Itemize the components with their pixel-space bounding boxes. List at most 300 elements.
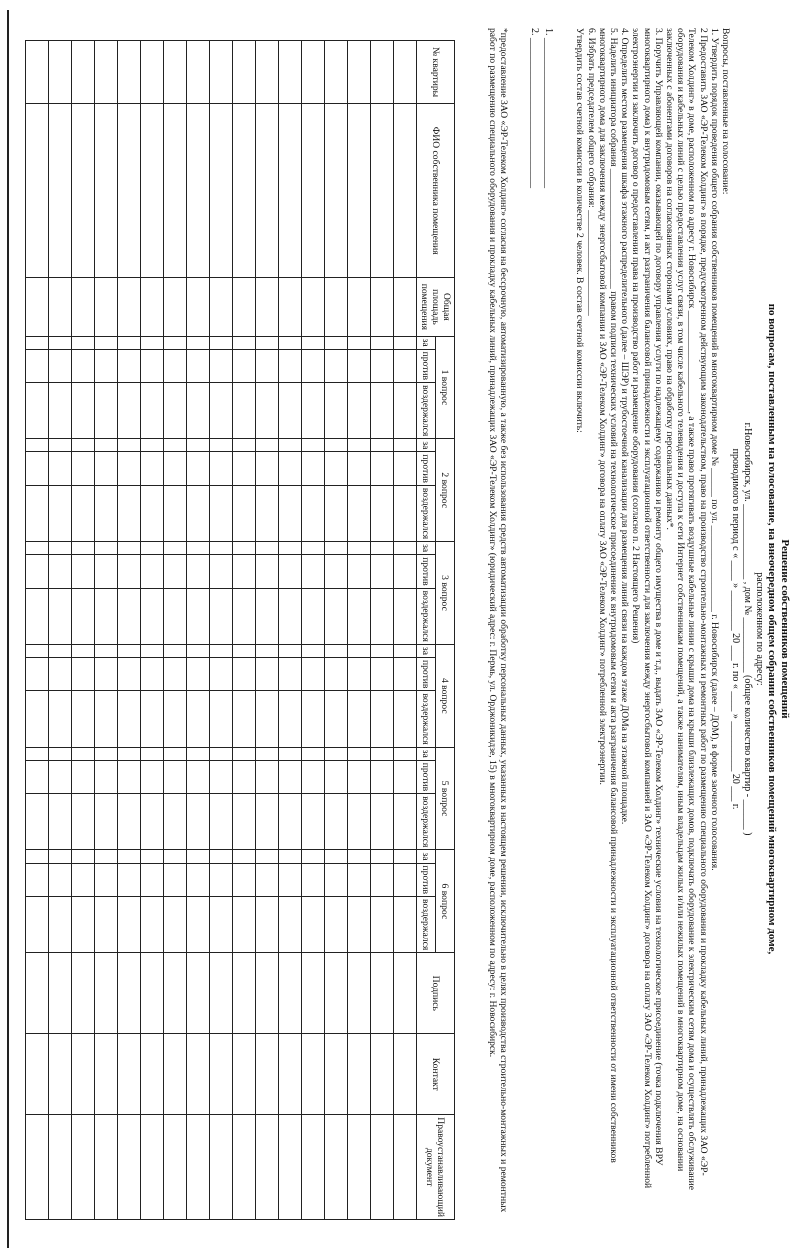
table-cell[interactable]	[187, 383, 210, 439]
table-cell[interactable]	[141, 760, 164, 793]
table-cell[interactable]	[325, 104, 348, 278]
table-cell[interactable]	[95, 747, 118, 760]
table-cell[interactable]	[72, 897, 95, 953]
table-cell[interactable]	[95, 760, 118, 793]
table-cell[interactable]	[279, 644, 302, 657]
table-cell[interactable]	[348, 588, 371, 644]
table-cell[interactable]	[187, 644, 210, 657]
table-cell[interactable]	[371, 278, 394, 336]
table-cell[interactable]	[49, 794, 72, 850]
table-cell[interactable]	[394, 349, 417, 382]
table-cell[interactable]	[233, 691, 256, 747]
table-cell[interactable]	[72, 588, 95, 644]
table-cell[interactable]	[187, 657, 210, 690]
table-cell[interactable]	[279, 104, 302, 278]
table-cell[interactable]	[210, 897, 233, 953]
table-cell[interactable]	[256, 278, 279, 336]
table-cell[interactable]	[348, 794, 371, 850]
table-cell[interactable]	[164, 542, 187, 555]
table-cell[interactable]	[95, 104, 118, 278]
table-cell[interactable]	[210, 555, 233, 588]
table-cell[interactable]	[49, 485, 72, 541]
table-cell[interactable]	[118, 850, 141, 863]
table-cell[interactable]	[325, 691, 348, 747]
table-cell[interactable]	[325, 747, 348, 760]
table-cell[interactable]	[233, 104, 256, 278]
table-cell[interactable]	[394, 555, 417, 588]
table-cell[interactable]	[348, 747, 371, 760]
table-cell[interactable]	[210, 1034, 233, 1115]
table-cell[interactable]	[302, 747, 325, 760]
table-cell[interactable]	[141, 555, 164, 588]
table-cell[interactable]	[210, 104, 233, 278]
table-cell[interactable]	[187, 104, 210, 278]
table-cell[interactable]	[325, 278, 348, 336]
table-cell[interactable]	[187, 542, 210, 555]
table-cell[interactable]	[26, 588, 49, 644]
table-cell[interactable]	[279, 850, 302, 863]
table-cell[interactable]	[141, 1115, 164, 1220]
table-cell[interactable]	[256, 41, 279, 104]
table-cell[interactable]	[118, 863, 141, 896]
table-cell[interactable]	[371, 383, 394, 439]
table-cell[interactable]	[233, 794, 256, 850]
table-cell[interactable]	[141, 542, 164, 555]
table-cell[interactable]	[371, 747, 394, 760]
table-cell[interactable]	[210, 278, 233, 336]
table-cell[interactable]	[233, 41, 256, 104]
table-cell[interactable]	[371, 863, 394, 896]
table-cell[interactable]	[325, 794, 348, 850]
table-cell[interactable]	[141, 644, 164, 657]
table-cell[interactable]	[371, 452, 394, 485]
table-cell[interactable]	[164, 747, 187, 760]
table-cell[interactable]	[164, 863, 187, 896]
table-cell[interactable]	[233, 850, 256, 863]
table-cell[interactable]	[49, 747, 72, 760]
table-cell[interactable]	[141, 349, 164, 382]
table-cell[interactable]	[256, 863, 279, 896]
table-cell[interactable]	[95, 439, 118, 452]
table-cell[interactable]	[302, 644, 325, 657]
table-cell[interactable]	[72, 485, 95, 541]
table-cell[interactable]	[279, 439, 302, 452]
table-cell[interactable]	[72, 439, 95, 452]
table-cell[interactable]	[210, 336, 233, 349]
table-cell[interactable]	[325, 850, 348, 863]
table-cell[interactable]	[302, 1034, 325, 1115]
table-cell[interactable]	[141, 953, 164, 1034]
table-cell[interactable]	[348, 485, 371, 541]
table-cell[interactable]	[210, 794, 233, 850]
table-cell[interactable]	[95, 349, 118, 382]
table-cell[interactable]	[187, 747, 210, 760]
table-cell[interactable]	[394, 644, 417, 657]
table-cell[interactable]	[325, 349, 348, 382]
table-cell[interactable]	[141, 588, 164, 644]
table-cell[interactable]	[210, 349, 233, 382]
table-cell[interactable]	[164, 1034, 187, 1115]
table-cell[interactable]	[49, 897, 72, 953]
table-cell[interactable]	[371, 794, 394, 850]
table-cell[interactable]	[118, 104, 141, 278]
table-cell[interactable]	[164, 644, 187, 657]
table-cell[interactable]	[325, 760, 348, 793]
table-cell[interactable]	[164, 439, 187, 452]
table-cell[interactable]	[118, 1034, 141, 1115]
table-cell[interactable]	[279, 542, 302, 555]
table-cell[interactable]	[394, 278, 417, 336]
table-cell[interactable]	[348, 41, 371, 104]
table-cell[interactable]	[256, 383, 279, 439]
table-cell[interactable]	[26, 485, 49, 541]
table-cell[interactable]	[256, 1115, 279, 1220]
table-cell[interactable]	[141, 452, 164, 485]
table-cell[interactable]	[26, 644, 49, 657]
table-cell[interactable]	[118, 657, 141, 690]
table-cell[interactable]	[348, 349, 371, 382]
table-cell[interactable]	[233, 349, 256, 382]
table-cell[interactable]	[348, 850, 371, 863]
table-cell[interactable]	[325, 383, 348, 439]
table-cell[interactable]	[210, 439, 233, 452]
table-cell[interactable]	[72, 794, 95, 850]
table-cell[interactable]	[187, 953, 210, 1034]
table-cell[interactable]	[394, 691, 417, 747]
table-cell[interactable]	[26, 760, 49, 793]
table-cell[interactable]	[49, 953, 72, 1034]
table-cell[interactable]	[49, 555, 72, 588]
table-cell[interactable]	[302, 863, 325, 896]
table-cell[interactable]	[302, 542, 325, 555]
table-cell[interactable]	[141, 747, 164, 760]
table-cell[interactable]	[141, 41, 164, 104]
table-cell[interactable]	[95, 644, 118, 657]
table-cell[interactable]	[256, 794, 279, 850]
table-cell[interactable]	[394, 336, 417, 349]
table-cell[interactable]	[279, 349, 302, 382]
table-cell[interactable]	[348, 336, 371, 349]
table-cell[interactable]	[394, 41, 417, 104]
table-cell[interactable]	[95, 588, 118, 644]
table-cell[interactable]	[164, 794, 187, 850]
table-cell[interactable]	[256, 485, 279, 541]
table-cell[interactable]	[26, 863, 49, 896]
table-cell[interactable]	[72, 542, 95, 555]
table-cell[interactable]	[49, 850, 72, 863]
table-cell[interactable]	[187, 336, 210, 349]
table-cell[interactable]	[348, 657, 371, 690]
table-cell[interactable]	[141, 850, 164, 863]
table-cell[interactable]	[302, 760, 325, 793]
table-cell[interactable]	[95, 794, 118, 850]
table-cell[interactable]	[302, 555, 325, 588]
table-cell[interactable]	[164, 104, 187, 278]
table-cell[interactable]	[279, 897, 302, 953]
table-cell[interactable]	[233, 485, 256, 541]
table-cell[interactable]	[118, 760, 141, 793]
table-cell[interactable]	[256, 555, 279, 588]
table-cell[interactable]	[49, 657, 72, 690]
table-cell[interactable]	[187, 794, 210, 850]
table-cell[interactable]	[233, 747, 256, 760]
table-cell[interactable]	[371, 691, 394, 747]
table-cell[interactable]	[164, 383, 187, 439]
table-cell[interactable]	[210, 850, 233, 863]
table-cell[interactable]	[394, 760, 417, 793]
table-cell[interactable]	[26, 555, 49, 588]
table-cell[interactable]	[233, 588, 256, 644]
table-cell[interactable]	[118, 747, 141, 760]
table-cell[interactable]	[187, 555, 210, 588]
table-cell[interactable]	[394, 897, 417, 953]
table-cell[interactable]	[348, 383, 371, 439]
table-cell[interactable]	[279, 41, 302, 104]
table-cell[interactable]	[348, 1034, 371, 1115]
table-cell[interactable]	[72, 657, 95, 690]
table-cell[interactable]	[394, 747, 417, 760]
table-cell[interactable]	[141, 439, 164, 452]
table-cell[interactable]	[233, 1115, 256, 1220]
table-cell[interactable]	[49, 278, 72, 336]
table-cell[interactable]	[325, 953, 348, 1034]
table-cell[interactable]	[256, 953, 279, 1034]
table-cell[interactable]	[302, 1115, 325, 1220]
table-cell[interactable]	[394, 542, 417, 555]
table-cell[interactable]	[26, 336, 49, 349]
table-cell[interactable]	[95, 657, 118, 690]
table-cell[interactable]	[233, 278, 256, 336]
table-cell[interactable]	[325, 485, 348, 541]
table-cell[interactable]	[141, 278, 164, 336]
table-cell[interactable]	[49, 349, 72, 382]
table-cell[interactable]	[279, 336, 302, 349]
table-cell[interactable]	[256, 747, 279, 760]
table-cell[interactable]	[141, 897, 164, 953]
table-cell[interactable]	[141, 691, 164, 747]
table-cell[interactable]	[348, 542, 371, 555]
table-cell[interactable]	[325, 542, 348, 555]
table-cell[interactable]	[302, 104, 325, 278]
table-cell[interactable]	[72, 850, 95, 863]
table-cell[interactable]	[394, 794, 417, 850]
table-cell[interactable]	[141, 485, 164, 541]
table-cell[interactable]	[141, 336, 164, 349]
table-cell[interactable]	[72, 691, 95, 747]
table-cell[interactable]	[49, 863, 72, 896]
table-cell[interactable]	[302, 439, 325, 452]
table-cell[interactable]	[26, 41, 49, 104]
table-cell[interactable]	[187, 588, 210, 644]
table-cell[interactable]	[164, 897, 187, 953]
table-cell[interactable]	[26, 1115, 49, 1220]
table-cell[interactable]	[302, 336, 325, 349]
table-cell[interactable]	[394, 588, 417, 644]
table-cell[interactable]	[325, 1034, 348, 1115]
table-cell[interactable]	[95, 41, 118, 104]
table-cell[interactable]	[233, 897, 256, 953]
table-cell[interactable]	[72, 383, 95, 439]
table-cell[interactable]	[95, 452, 118, 485]
table-cell[interactable]	[371, 349, 394, 382]
table-cell[interactable]	[279, 760, 302, 793]
table-cell[interactable]	[325, 897, 348, 953]
table-cell[interactable]	[256, 452, 279, 485]
table-cell[interactable]	[256, 349, 279, 382]
table-cell[interactable]	[371, 657, 394, 690]
table-cell[interactable]	[302, 794, 325, 850]
table-cell[interactable]	[279, 555, 302, 588]
table-cell[interactable]	[164, 850, 187, 863]
table-cell[interactable]	[210, 953, 233, 1034]
table-cell[interactable]	[141, 383, 164, 439]
table-cell[interactable]	[233, 542, 256, 555]
table-cell[interactable]	[118, 41, 141, 104]
table-cell[interactable]	[26, 691, 49, 747]
table-cell[interactable]	[279, 588, 302, 644]
table-cell[interactable]	[371, 897, 394, 953]
table-cell[interactable]	[325, 657, 348, 690]
table-cell[interactable]	[371, 336, 394, 349]
table-cell[interactable]	[302, 657, 325, 690]
table-cell[interactable]	[256, 104, 279, 278]
table-cell[interactable]	[279, 1115, 302, 1220]
table-cell[interactable]	[233, 657, 256, 690]
table-cell[interactable]	[187, 760, 210, 793]
table-cell[interactable]	[325, 452, 348, 485]
table-cell[interactable]	[95, 863, 118, 896]
table-cell[interactable]	[256, 644, 279, 657]
table-cell[interactable]	[72, 953, 95, 1034]
table-cell[interactable]	[95, 336, 118, 349]
table-cell[interactable]	[325, 1115, 348, 1220]
table-cell[interactable]	[279, 657, 302, 690]
table-cell[interactable]	[371, 555, 394, 588]
table-cell[interactable]	[394, 439, 417, 452]
table-cell[interactable]	[394, 1034, 417, 1115]
table-cell[interactable]	[325, 336, 348, 349]
table-cell[interactable]	[371, 542, 394, 555]
table-cell[interactable]	[49, 542, 72, 555]
table-cell[interactable]	[256, 1034, 279, 1115]
table-cell[interactable]	[302, 278, 325, 336]
table-cell[interactable]	[371, 1115, 394, 1220]
table-cell[interactable]	[348, 897, 371, 953]
table-cell[interactable]	[233, 452, 256, 485]
table-cell[interactable]	[256, 850, 279, 863]
table-cell[interactable]	[26, 349, 49, 382]
table-cell[interactable]	[95, 383, 118, 439]
table-cell[interactable]	[279, 747, 302, 760]
table-cell[interactable]	[256, 897, 279, 953]
table-cell[interactable]	[118, 383, 141, 439]
table-cell[interactable]	[118, 794, 141, 850]
table-cell[interactable]	[49, 644, 72, 657]
table-cell[interactable]	[256, 439, 279, 452]
table-cell[interactable]	[95, 485, 118, 541]
table-cell[interactable]	[49, 383, 72, 439]
table-cell[interactable]	[118, 1115, 141, 1220]
table-cell[interactable]	[394, 657, 417, 690]
table-cell[interactable]	[371, 953, 394, 1034]
table-cell[interactable]	[187, 349, 210, 382]
table-cell[interactable]	[210, 542, 233, 555]
table-cell[interactable]	[302, 953, 325, 1034]
table-cell[interactable]	[72, 104, 95, 278]
table-cell[interactable]	[210, 747, 233, 760]
table-cell[interactable]	[95, 555, 118, 588]
table-cell[interactable]	[26, 953, 49, 1034]
table-cell[interactable]	[256, 542, 279, 555]
table-cell[interactable]	[256, 588, 279, 644]
table-cell[interactable]	[302, 485, 325, 541]
table-cell[interactable]	[348, 278, 371, 336]
table-cell[interactable]	[210, 1115, 233, 1220]
table-cell[interactable]	[233, 644, 256, 657]
table-cell[interactable]	[118, 278, 141, 336]
table-cell[interactable]	[72, 278, 95, 336]
table-cell[interactable]	[72, 760, 95, 793]
table-cell[interactable]	[49, 439, 72, 452]
table-cell[interactable]	[187, 439, 210, 452]
table-cell[interactable]	[394, 953, 417, 1034]
table-cell[interactable]	[26, 850, 49, 863]
table-cell[interactable]	[233, 760, 256, 793]
table-cell[interactable]	[187, 863, 210, 896]
table-cell[interactable]	[394, 850, 417, 863]
table-cell[interactable]	[72, 452, 95, 485]
table-cell[interactable]	[26, 657, 49, 690]
table-cell[interactable]	[348, 439, 371, 452]
table-cell[interactable]	[49, 760, 72, 793]
table-cell[interactable]	[371, 41, 394, 104]
table-cell[interactable]	[187, 1034, 210, 1115]
table-cell[interactable]	[371, 485, 394, 541]
table-cell[interactable]	[26, 452, 49, 485]
table-cell[interactable]	[348, 863, 371, 896]
table-cell[interactable]	[394, 383, 417, 439]
table-cell[interactable]	[49, 336, 72, 349]
table-cell[interactable]	[164, 336, 187, 349]
table-cell[interactable]	[325, 644, 348, 657]
table-cell[interactable]	[118, 691, 141, 747]
table-cell[interactable]	[72, 555, 95, 588]
table-cell[interactable]	[49, 691, 72, 747]
table-cell[interactable]	[233, 555, 256, 588]
table-cell[interactable]	[72, 336, 95, 349]
table-cell[interactable]	[394, 104, 417, 278]
table-cell[interactable]	[187, 452, 210, 485]
table-cell[interactable]	[141, 863, 164, 896]
table-cell[interactable]	[164, 349, 187, 382]
table-cell[interactable]	[72, 1115, 95, 1220]
table-cell[interactable]	[187, 485, 210, 541]
table-cell[interactable]	[72, 747, 95, 760]
table-cell[interactable]	[49, 452, 72, 485]
table-cell[interactable]	[279, 278, 302, 336]
table-cell[interactable]	[348, 644, 371, 657]
table-cell[interactable]	[279, 953, 302, 1034]
table-cell[interactable]	[164, 953, 187, 1034]
table-cell[interactable]	[95, 542, 118, 555]
table-cell[interactable]	[279, 1034, 302, 1115]
table-cell[interactable]	[279, 485, 302, 541]
table-cell[interactable]	[371, 850, 394, 863]
table-cell[interactable]	[210, 644, 233, 657]
table-cell[interactable]	[371, 104, 394, 278]
table-cell[interactable]	[26, 383, 49, 439]
table-cell[interactable]	[394, 1115, 417, 1220]
